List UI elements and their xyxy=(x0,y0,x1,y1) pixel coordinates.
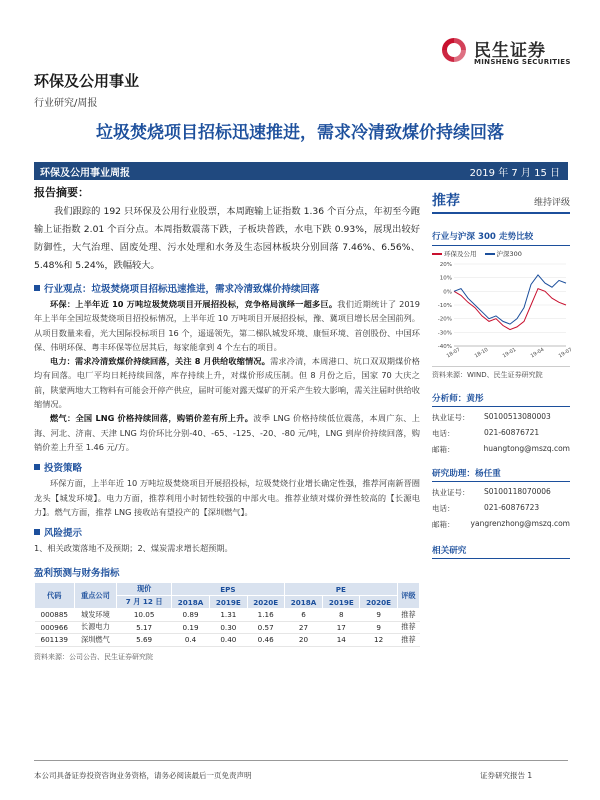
cert-label: 执业证号： xyxy=(432,413,470,422)
analyst-role: 分析师： xyxy=(432,394,467,404)
analyst-name xyxy=(432,392,570,407)
col-eps: EPS xyxy=(171,583,284,596)
cell-value: 9 xyxy=(360,609,397,622)
y-tick-label: -20% xyxy=(437,316,452,323)
risk-title-text: 风险提示 xyxy=(44,528,83,540)
col-code: 代码 xyxy=(35,583,75,609)
col-year: 2019E xyxy=(323,596,360,609)
view-title-text: 行业观点：垃圾焚烧项目招标迅速推进，需求冷清致煤价持续回落 xyxy=(44,284,320,295)
cell-value: 12 xyxy=(360,634,397,647)
cell-name: 深圳燃气 xyxy=(74,634,117,647)
mail-label: 邮箱： xyxy=(432,445,455,454)
col-year: 2018A xyxy=(284,596,322,609)
report-date: 2019 年 7 月 15 日 xyxy=(469,168,560,179)
table-source: 资料来源：公司公告、民生证券研究院 xyxy=(34,652,153,661)
cell-rating: 推荐 xyxy=(397,634,419,647)
view-paragraph-env xyxy=(34,297,420,354)
footer-disclaimer: 本公司具备证券投资咨询业务资格，请务必阅读最后一页免责声明 xyxy=(34,771,252,780)
logo-icon xyxy=(438,34,470,66)
bullet-square-icon xyxy=(34,464,40,470)
invest-section-title xyxy=(34,460,420,474)
cell-value: 0.46 xyxy=(247,634,284,647)
risk-text: 1、相关政策落地不及预期；2、煤炭需求增长超预期。 xyxy=(34,543,233,554)
cell-name: 长源电力 xyxy=(74,621,117,634)
main-column xyxy=(34,184,420,662)
bullet-square-icon xyxy=(34,529,40,535)
band-label: 环保及公用事业周报 xyxy=(40,168,130,179)
assistant-phone xyxy=(432,503,570,514)
forecast-title: 盈利预测与财务指标 xyxy=(34,568,120,580)
cell-value: 1.16 xyxy=(247,609,284,622)
forecast-table xyxy=(34,582,420,647)
analyst-phone xyxy=(432,428,570,439)
y-tick-label: -40% xyxy=(437,344,452,350)
summary-text: 我们跟踪的 192 只环保及公用行业股票，本周跑输上证指数 1.36 个百分点，年初至今跑输上证指数 2.01 个百分点。本周指数震荡下跌，子板块普跌，水电下跌 0.93%，展现出较好防御性，大气治理、固废处理、污水处理和水务及生态园林板块分别回落 7.46%、6.56%、5.48%和 5.24%，跌幅较大。 xyxy=(34,206,420,271)
view-lead-env: 环保：上半年近 10 万吨垃圾焚烧项目开展招投标，竞争格局演绎一超多巨。 xyxy=(50,299,338,309)
cell-value: 0.40 xyxy=(210,634,247,647)
cell-value: 9 xyxy=(360,621,397,634)
col-year: 2018A xyxy=(171,596,209,609)
page-number: 1 xyxy=(527,771,533,780)
col-year: 2020E xyxy=(360,596,397,609)
logo-text-cn: 民生证券 xyxy=(474,41,546,61)
legend-item xyxy=(485,249,522,258)
cell-name: 城发环境 xyxy=(74,609,117,622)
assistant-cert xyxy=(432,487,570,498)
col-rating: 评级 xyxy=(397,583,419,609)
y-tick-label: 0% xyxy=(443,289,452,296)
assistant-email xyxy=(432,519,570,530)
rating-sub: 维持评级 xyxy=(533,198,570,208)
view-text-power: 需求冷清，本周港口、坑口双双期煤价格均有回落。电厂平均日耗持续回落，库存持续上升，对煤价形成压制。但 8 月份之后，国家 70 大庆之前，陕蒙两地大工物料有可能会开停产供应，届时可能对露天煤矿的开采产生较大影响，需关注届时供给收缩情况。 xyxy=(34,356,420,410)
assistant-name xyxy=(432,467,570,482)
cell-value: 0.30 xyxy=(210,621,247,634)
cell-value: 1.31 xyxy=(210,609,247,622)
cell-rating: 推荐 xyxy=(397,621,419,634)
col-date: 7 月 12 日 xyxy=(117,596,172,609)
related-research-title: 相关研究 xyxy=(432,544,570,559)
footer-label: 证券研究报告 xyxy=(480,771,525,780)
cell-code: 601139 xyxy=(35,634,75,647)
col-price: 现价 xyxy=(117,583,172,596)
legend-swatch xyxy=(485,253,495,255)
y-tick-label: 10% xyxy=(439,275,452,282)
col-pe: PE xyxy=(284,583,397,596)
cell-price: 5.17 xyxy=(117,621,172,634)
cell-value: 0.89 xyxy=(171,609,209,622)
y-tick-label: 20% xyxy=(439,262,452,268)
x-tick-label: 18-07 xyxy=(445,346,462,360)
footer-right xyxy=(480,770,532,781)
tel-value: 021-60876721 xyxy=(484,428,540,437)
cert-value: S0100118070006 xyxy=(484,487,551,496)
cell-value: 20 xyxy=(284,634,322,647)
cell-price: 5.69 xyxy=(117,634,172,647)
cert-label: 执业证号： xyxy=(432,488,470,497)
tel-label: 电话： xyxy=(432,429,455,438)
tel-label: 电话： xyxy=(432,504,455,513)
assistant-person: 杨任重 xyxy=(474,469,501,479)
mail-value[interactable]: huangtong@mszq.com xyxy=(483,444,570,453)
trend-chart xyxy=(432,260,574,360)
cell-value: 0.57 xyxy=(247,621,284,634)
cell-value: 0.4 xyxy=(171,634,209,647)
risk-section-title xyxy=(34,525,420,539)
x-tick-label: 18-10 xyxy=(473,346,490,360)
sidebar xyxy=(432,190,574,559)
x-tick-label: 19-01 xyxy=(501,346,518,360)
cell-code: 000966 xyxy=(35,621,75,634)
sector-title: 环保及公用事业 xyxy=(34,72,140,90)
series-line xyxy=(454,275,566,324)
legend-label: 沪深300 xyxy=(496,250,522,258)
report-headline: 垃圾焚烧项目招标迅速推进，需求冷清致煤价持续回落 xyxy=(96,123,504,143)
invest-text: 环保方面，上半年近 10 万吨垃圾焚烧项目开展招投标，垃圾焚烧行业增长确定性强，推荐河南新晋圈龙头【城发环境】。电力方面，推荐利用小时韧性较强的中部火电。推荐业绩对煤价弹性较高的【长源电力】。燃气方面，推荐 LNG 接收站有望投产的【深圳燃气】。 xyxy=(34,478,420,517)
cell-value: 8 xyxy=(323,609,360,622)
analyst-person: 黄彤 xyxy=(466,394,484,404)
bullet-square-icon xyxy=(34,285,40,291)
chart-source: 资料来源：WIND、民生证券研究院 xyxy=(432,366,570,380)
table-row xyxy=(35,621,420,634)
cert-value: S0100513080003 xyxy=(484,412,551,421)
summary-title: 报告摘要： xyxy=(34,186,89,199)
view-text-env: 我们近期统计了 2019 年上半年全国垃圾焚烧项目招投标情况，上半年近 10 万吨项目开展招投标，豫、冀项目增长居全国前列。从项目数量来看，光大国际投标项目 16 个，遥遥领先，第二梯队城发环境、康恒环境、首创股份、中国环保、伟明环保、粤丰环保等位居其后，每家能拿到 4 个左右的项目。 xyxy=(34,299,420,352)
col-name: 重点公司 xyxy=(74,583,117,609)
col-year: 2020E xyxy=(247,596,284,609)
tel-value: 021-60876723 xyxy=(484,503,540,512)
view-lead-power: 电力：需求冷清致煤价持续回落，关注 8 月供给收缩情况。 xyxy=(50,356,271,367)
cell-value: 0.19 xyxy=(171,621,209,634)
rating-main: 推荐 xyxy=(432,193,460,209)
cell-price: 10.05 xyxy=(117,609,172,622)
view-text-gas: 波季 LNG 价格持续低位震荡，本周广东、上海、河北、济南、天津 LNG 均价环比分别-40、-65、-125、-20、-80 元/吨，LNG 到岸价持续回落，购销价差上升至 1.46 元/方。 xyxy=(34,413,420,452)
cell-value: 6 xyxy=(284,609,322,622)
legend-swatch xyxy=(432,253,442,255)
view-lead-gas: 燃气：全国 LNG 价格持续回落，购销价差有所上升。 xyxy=(50,413,254,424)
invest-title-text: 投资策略 xyxy=(44,463,83,475)
logo-text-en: MINSHENG SECURITIES xyxy=(474,58,571,66)
x-tick-label: 19-04 xyxy=(529,346,546,360)
cell-code: 000885 xyxy=(35,609,75,622)
chart-title: 行业与沪深 300 走势比较 xyxy=(432,230,570,246)
assistant-block xyxy=(432,467,570,530)
y-tick-label: -30% xyxy=(437,330,452,337)
cell-rating: 推荐 xyxy=(397,609,419,622)
header-band xyxy=(34,162,568,180)
footer-divider xyxy=(34,760,568,761)
analyst-email xyxy=(432,444,570,455)
y-tick-label: -10% xyxy=(437,303,452,309)
view-section-title xyxy=(34,281,420,295)
x-tick-label: 19-07 xyxy=(557,346,574,360)
table-row xyxy=(35,634,420,647)
legend-label: 环保及公用 xyxy=(444,250,477,258)
cell-value: 14 xyxy=(323,634,360,647)
report-type: 行业研究/周报 xyxy=(34,98,98,109)
legend-item xyxy=(432,249,477,258)
analyst-block xyxy=(432,392,570,455)
mail-label: 邮箱： xyxy=(432,520,455,529)
cell-value: 17 xyxy=(323,621,360,634)
mail-value[interactable]: yangrenzhong@mszq.com xyxy=(470,519,570,528)
view-paragraph-power xyxy=(34,354,420,411)
col-year: 2019E xyxy=(210,596,247,609)
company-logo xyxy=(438,34,588,74)
series-line xyxy=(454,289,566,330)
assistant-role: 研究助理： xyxy=(432,469,475,479)
cell-value: 27 xyxy=(284,621,322,634)
rating-box xyxy=(432,190,570,214)
analyst-cert xyxy=(432,412,570,423)
table-row xyxy=(35,609,420,622)
view-paragraph-gas xyxy=(34,411,420,454)
chart-legend xyxy=(432,249,570,258)
